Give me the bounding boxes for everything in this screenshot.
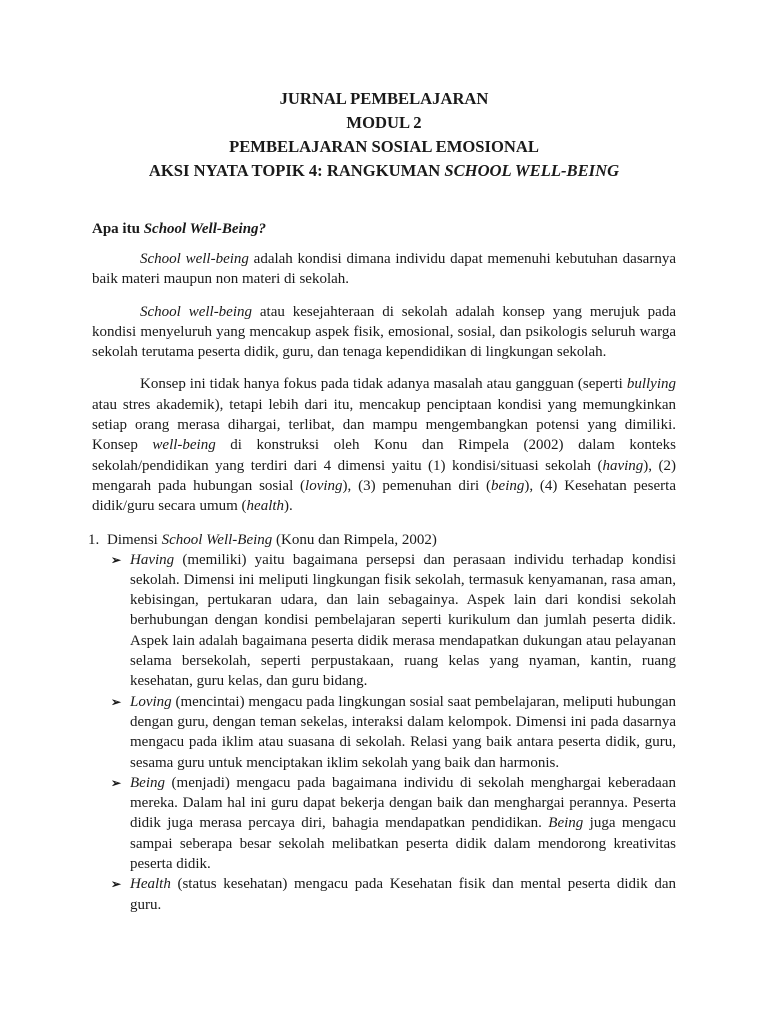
section-heading-prefix: Apa itu: [92, 221, 144, 237]
section-heading-italic: School Well-Being?: [143, 221, 267, 237]
list-item-text: (status kesehatan) mengacu pada Kesehatan fisik dan mental peserta didik dan guru.: [130, 876, 676, 913]
p3-segment: ), (2) mengarah pada hubungan sosial (: [92, 457, 676, 494]
title-line-2: MODUL 2: [346, 113, 422, 132]
title-line-4-italic: SCHOOL WELL-BEING: [444, 161, 620, 180]
list-item-term: Being: [548, 815, 584, 832]
arrow-bullet-icon: ➢: [111, 694, 122, 709]
dimension-list: [92, 550, 676, 915]
list-item-being: [92, 773, 676, 874]
list-title-italic: School Well-Being: [161, 531, 273, 548]
p3-segment: ).: [284, 498, 293, 515]
paragraph-2: [92, 302, 676, 363]
p3-italic-health: health: [246, 498, 285, 515]
p3-italic-having: having: [602, 457, 644, 474]
list-item-having: [92, 550, 676, 692]
p3-segment: atau stres akademik), tetapi lebih dari itu, mencakup penciptaan kondisi yang memungkinkan setiap orang merasa dihargai, terlibat, dan mampu mengembangkan potensi yang dimiliki. Konsep: [92, 396, 676, 454]
p3-segment: ), (4) Kesehatan peserta didik/guru secara umum (: [92, 477, 676, 515]
p3-segment: Konsep ini tidak hanya fokus pada tidak adanya masalah atau gangguan (seperti: [140, 376, 627, 393]
arrow-bullet-icon: ➢: [111, 552, 122, 567]
p3-segment: di konstruksi oleh Konu dan Rimpela (2002) dalam konteks sekolah/pendidikan yang terdiri dari 4 dimensi yaitu (1) kondisi/situasi sekolah (: [92, 437, 676, 474]
list-item-text: (menjadi) mengacu pada bagaimana individu di sekolah menghargai keberadaan mereka. Dalam hal ini guru dapat bekerja dengan baik dan menghargai perannya. Peserta didik juga merasa percaya diri, bahagia mendapatkan pendidikan.: [130, 774, 676, 832]
p3-segment: ), (3) pemenuhan diri (: [342, 477, 492, 494]
paragraph-1-text: adalah kondisi dimana individu dapat memenuhi kebutuhan dasarnya baik materi maupun non materi di sekolah.: [92, 251, 676, 288]
title-line-4: [92, 159, 676, 183]
list-item-loving: [92, 692, 676, 773]
title-line-4-prefix: AKSI NYATA TOPIK 4: RANGKUMAN: [148, 161, 445, 180]
title-line-1: JURNAL PEMBELAJARAN: [279, 89, 489, 108]
section-heading: [92, 219, 676, 239]
list-item-term: Health: [130, 876, 171, 893]
paragraph-2-term: School well-being: [140, 303, 253, 320]
list-title-prefix: Dimensi: [107, 531, 162, 548]
list-item-text: (mencintai) mengacu pada lingkungan sosial saat pembelajaran, meliputi hubungan dengan guru, dengan teman sekelas, interaksi dalam kelompok. Dimensi ini pada dasarnya mengacu pada iklim atau suasana di sekolah. Relasi yang baik antara peserta didik, guru, sesama guru untuk menciptakan iklim sekolah yang baik dan harmonis.: [130, 693, 676, 771]
list-title-suffix: (Konu dan Rimpela, 2002): [272, 531, 437, 548]
p3-italic-being: being: [491, 477, 525, 494]
list-item-term: Loving: [130, 693, 172, 710]
paragraph-2-text: atau kesejahteraan di sekolah adalah konsep yang merujuk pada kondisi menyeluruh yang mencakup aspek fisik, emosional, sosial, dan psikologis seluruh warga sekolah terutama peserta didik, guru, dan tenaga kependidikan di lingkungan sekolah.: [92, 303, 676, 361]
p3-italic-well-being: well-being: [152, 437, 216, 454]
list-item-term: Having: [130, 551, 175, 568]
list-item-health: [92, 874, 676, 915]
list-item-text: (memiliki) yaitu bagaimana persepsi dan perasaan individu terhadap kondisi sekolah. Dimensi ini meliputi lingkungan fisik sekolah, termasuk kenyamanan, rasa aman, kebisingan, pertukaran udara, dan lain sebagainya. Aspek lain dari kondisi sekolah berhubungan dengan kondisi pembelajaran seperti kurikulum dan jumlah peserta didik. Aspek lain adalah bagaimana peserta didik merasa mendapatkan dukungan atau pelayanan selama bersekolah, seperti perpustakaan, ruang kelas yang nyaman, kantin, ruang kesehatan, guru kelas, dan guru bidang.: [130, 551, 676, 690]
arrow-bullet-icon: ➢: [111, 775, 122, 790]
list-number: 1.: [88, 531, 100, 548]
arrow-bullet-icon: ➢: [111, 877, 122, 892]
document-title: [92, 87, 676, 183]
paragraph-3: [92, 374, 676, 516]
title-line-3: PEMBELAJARAN SOSIAL EMOSIONAL: [229, 137, 539, 156]
p3-italic-bullying: bullying: [626, 376, 676, 393]
paragraph-1-term: School well-being: [140, 251, 249, 267]
paragraph-1: [92, 249, 676, 290]
list-item-text: juga mengacu sampai seberapa besar sekolah melibatkan peserta didik dalam mendorong kreativitas peserta didik.: [130, 815, 676, 873]
p3-italic-loving: loving: [305, 477, 343, 494]
list-item-term: Being: [130, 774, 165, 791]
numbered-list-title: [88, 530, 676, 550]
